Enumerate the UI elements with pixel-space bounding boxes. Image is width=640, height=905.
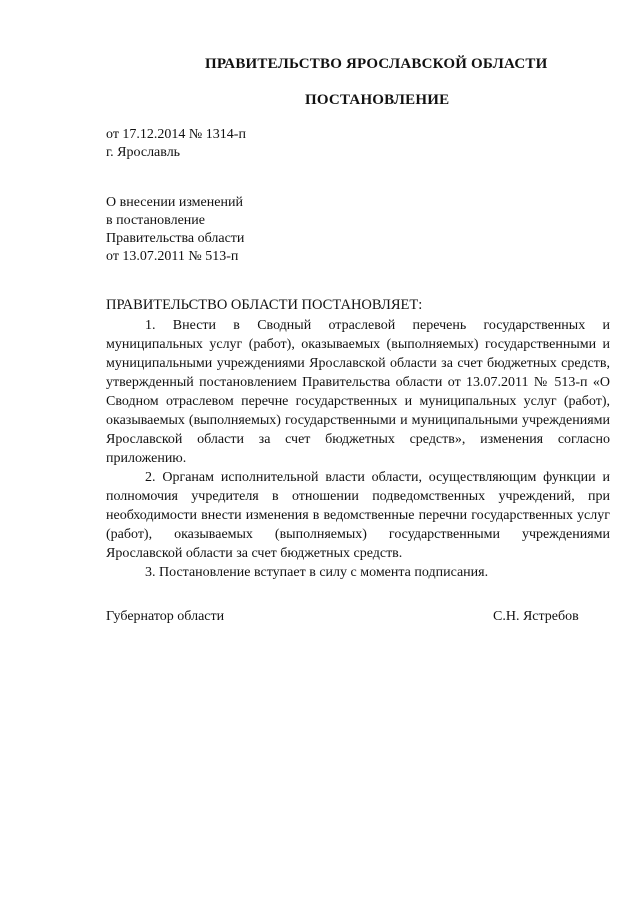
paragraph-3: 3. Постановление вступает в силу с момента подписания. [145, 565, 489, 580]
subject-line: в постановление [106, 213, 205, 228]
signature-name: С.Н. Ястребов [493, 609, 579, 624]
paragraph-1: 1. Внести в Сводный отраслевой перечень государственных и муниципальных услуг (работ), оказываемых (выполняемых) государственными и муниципальными учреждениями Ярославской области за счет бюджетных средств, утвержденный постановлением Правительства области от 13.07.2011 № 513-п «О Сводном отраслевом перечне государственных и муниципальных услуг (работ), оказываемых (выполняемых) государственными и муниципальными учреждениями Ярославской области за счет бюджетных средств», изменения согласно приложению. [106, 318, 610, 466]
document-title: ПОСТАНОВЛЕНИЕ [305, 92, 450, 108]
document-body [106, 316, 610, 582]
resolves-heading: ПРАВИТЕЛЬСТВО ОБЛАСТИ ПОСТАНОВЛЯЕТ: [106, 297, 423, 313]
document-meta [106, 126, 246, 162]
subject-line: Правительства области [106, 231, 245, 246]
city: г. Ярославль [106, 145, 181, 160]
subject-line: О внесении изменений [106, 195, 243, 210]
government-header: ПРАВИТЕЛЬСТВО ЯРОСЛАВСКОЙ ОБЛАСТИ [205, 56, 548, 72]
signature-title: Губернатор области [106, 609, 225, 624]
date-number: от 17.12.2014 № 1314-п [106, 127, 246, 142]
subject-line: от 13.07.2011 № 513-п [106, 249, 239, 264]
document-subject [106, 194, 244, 266]
paragraph-2: 2. Органам исполнительной власти области, осуществляющим функции и полномочия учредителя в отношении подведомственных учреждений, при необходимости внести изменения в ведомственные перечни государственных услуг (работ), оказываемых (выполняемых) государственными учреждениями Ярославской области за счет бюджетных средств. [106, 470, 610, 561]
